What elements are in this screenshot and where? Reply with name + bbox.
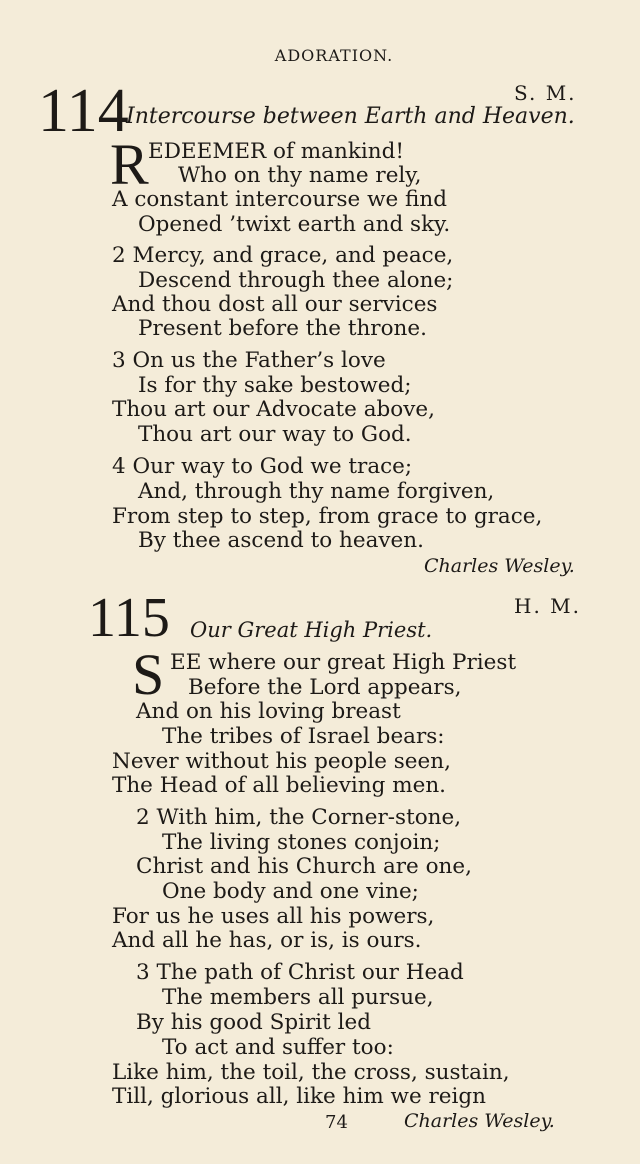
hymn-114-drop-cap: R (110, 132, 149, 197)
hymn-115-line: The Head of all believing men. (112, 773, 446, 798)
hymn-115-line: The members all pursue, (162, 985, 434, 1010)
hymn-114-line: EDEEMER of mankind! (148, 139, 404, 164)
hymn-115-line: And on his loving breast (136, 699, 401, 724)
hymn-115-line: Before the Lord appears, (188, 675, 462, 700)
hymn-115-number: 115 (88, 587, 170, 649)
hymn-115-line: Till, glorious all, like him we reign (112, 1084, 487, 1109)
hymn-115-line: 3 The path of Christ our Head (136, 960, 464, 985)
hymn-114-line: Who on thy name rely, (178, 163, 422, 188)
hymn-114-line: And thou dost all our services (112, 292, 438, 317)
hymn-115-line: Christ and his Church are one, (136, 854, 472, 879)
hymn-114-line: Present before the throne. (138, 316, 427, 341)
hymn-115-line: To act and suffer too: (162, 1035, 394, 1060)
hymn-115-drop-cap: S (132, 642, 165, 707)
hymn-114-title: Intercourse between Earth and Heaven. (126, 104, 575, 129)
hymn-115-line: The living stones conjoin; (162, 830, 441, 855)
hymn-114-line: A constant intercourse we find (112, 187, 447, 212)
hymn-114-line: And, through thy name forgiven, (138, 479, 495, 504)
hymn-115-line: 2 With him, the Corner-stone, (136, 805, 462, 830)
hymn-114-author: Charles Wesley. (424, 555, 575, 577)
hymn-115-line: Never without his people seen, (112, 749, 451, 774)
hymn-115-line: EE where our great High Priest (170, 650, 517, 675)
hymn-115-line: One body and one vine; (162, 879, 419, 904)
hymn-115-line: The tribes of Israel bears: (162, 724, 445, 749)
hymn-115-line: Like him, the toil, the cross, sustain, (112, 1060, 510, 1085)
hymn-114-line: 3 On us the Father’s love (112, 348, 386, 373)
hymn-114-line: Descend through thee alone; (138, 268, 454, 293)
hymn-114-line: By thee ascend to heaven. (138, 528, 424, 553)
hymn-114-line: Is for thy sake bestowed; (138, 373, 412, 398)
hymn-115-author: Charles Wesley. (404, 1110, 555, 1132)
hymn-115-meter: H. M. (514, 594, 581, 618)
hymn-115-title: Our Great High Priest. (190, 618, 433, 642)
hymn-114-line: 4 Our way to God we trace; (112, 454, 413, 479)
hymn-114-meter: S. M. (514, 81, 577, 105)
hymn-114-line: Thou art our way to God. (138, 422, 412, 447)
hymn-115-line: For us he uses all his powers, (112, 904, 435, 929)
hymn-114-line: From step to step, from grace to grace, (112, 504, 543, 529)
hymn-115-line: And all he has, or is, is ours. (112, 928, 422, 953)
hymn-114-line: Thou art our Advocate above, (112, 397, 435, 422)
hymn-114-number: 114 (38, 77, 129, 145)
hymn-114-line: 2 Mercy, and grace, and peace, (112, 243, 454, 268)
running-head: ADORATION. (274, 46, 394, 65)
hymn-114-line: Opened ’twixt earth and sky. (138, 212, 451, 237)
hymn-115-line: By his good Spirit led (136, 1010, 371, 1035)
page-number: 74 (325, 1112, 348, 1133)
